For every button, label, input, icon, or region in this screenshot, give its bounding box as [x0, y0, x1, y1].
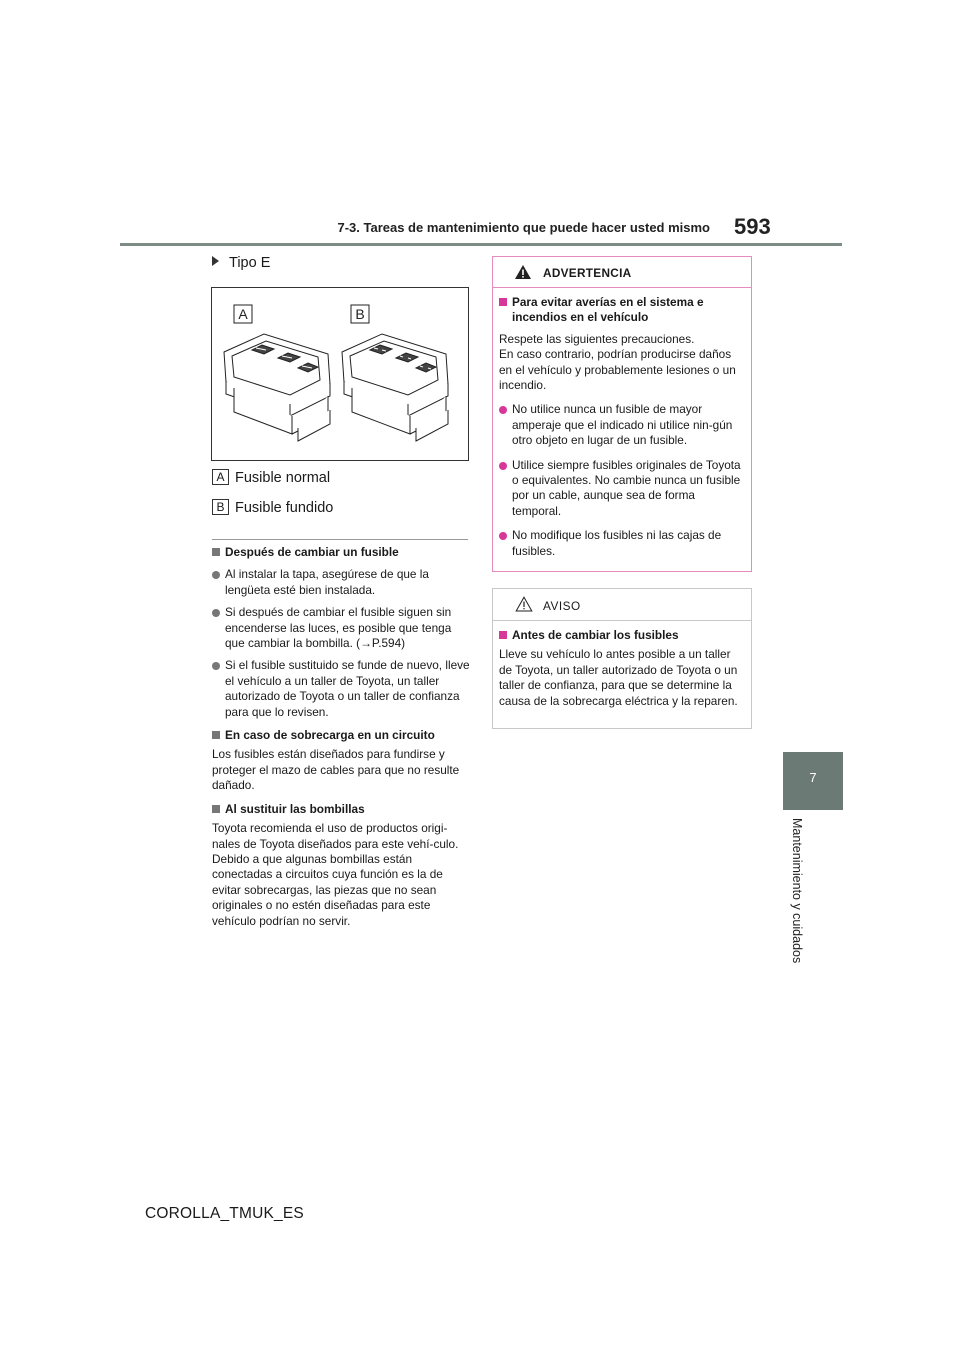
figure-label-b: B: [355, 306, 365, 322]
square-bullet-icon: [212, 731, 220, 739]
bullet-dot-icon: [499, 406, 507, 414]
fuse-illustration: [211, 287, 469, 461]
warning-box: [492, 256, 752, 572]
list-item: [499, 458, 745, 520]
bullet-text: Si el fusible sustituido se funde de nuevo, lleve el vehículo a un taller de Toyota, un taller autorizado de Toyota o un taller de confianza para que lo revisen.: [225, 658, 470, 719]
chapter-label-container: [790, 818, 810, 1018]
legend-key-b: B: [212, 499, 229, 515]
legend-text-b: Fusible fundido: [235, 500, 334, 516]
bulbs-text-1: Toyota recomienda el uso de productos origi-nales de Toyota diseñados para este vehí-culo.: [212, 821, 459, 851]
chapter-label: Mantenimiento y cuidados: [790, 818, 804, 964]
list-item: [499, 402, 745, 448]
fuse-blown-icon: [342, 334, 448, 441]
bullet-text: Si después de cambiar el fusible siguen sin encenderse las luces, es posible que tenga que cambiar la bombilla. (→P.594): [225, 605, 452, 651]
square-bullet-icon: [212, 805, 220, 813]
warning-bullet-text: No modifique los fusibles ni las cajas de fusibles.: [512, 528, 722, 558]
bullet-dot-icon: [499, 462, 507, 470]
list-item: [212, 567, 470, 598]
list-item: [212, 658, 470, 720]
square-bullet-icon: [499, 298, 507, 306]
figure-label-a: A: [238, 306, 248, 322]
bulbs-heading: Al sustituir las bombillas: [212, 802, 470, 817]
warning-heading: Para evitar averías en el sistema e incendios en el vehículo: [499, 295, 745, 326]
legend-item-b: [212, 499, 333, 516]
section-divider: [212, 539, 468, 540]
notice-text: Lleve su vehículo lo antes posible a un taller de Toyota, un taller autorizado de Toyota o un taller de confianza, para que se determine la causa de la sobrecarga eléctrica y la reparen.: [499, 647, 738, 708]
bulbs-text-2: Debido a que algunas bombillas están conectadas a circuitos cuya función es la de evitar sobrecargas, las piezas que no sean originales o no estén diseñadas para este vehículo podrían no servir.: [212, 851, 443, 928]
overload-heading: En caso de sobrecarga en un circuito: [212, 728, 470, 743]
warning-title: ADVERTENCIA: [543, 266, 632, 280]
fuse-type-label: [212, 255, 270, 271]
section-title: 7-3. Tareas de mantenimiento que puede hacer usted mismo: [337, 220, 710, 235]
notice-header: [493, 589, 751, 621]
square-bullet-icon: [499, 631, 507, 639]
page-number: 593: [734, 214, 771, 239]
bullet-dot-icon: [499, 532, 507, 540]
notice-box: [492, 588, 752, 729]
bullet-text: Al instalar la tapa, asegúrese de que la lengüeta esté bien instalada.: [225, 567, 429, 597]
legend-key-a: A: [212, 469, 229, 485]
chapter-number: 7: [809, 770, 817, 785]
square-bullet-icon: [212, 548, 220, 556]
bullet-dot-icon: [212, 609, 220, 617]
fuse-drawing: [212, 288, 468, 460]
arrow-right-icon: [212, 256, 219, 266]
warning-header: [493, 257, 751, 288]
after-change-heading: Después de cambiar un fusible: [212, 545, 470, 560]
after-change-section: [212, 545, 470, 929]
fuse-type-text: Tipo E: [229, 255, 271, 271]
caution-triangle-icon: [515, 596, 533, 612]
bullet-dot-icon: [212, 662, 220, 670]
list-item: [212, 605, 470, 651]
bullet-dot-icon: [212, 571, 220, 579]
warning-triangle-icon: [514, 264, 532, 280]
warning-bullet-text: No utilice nunca un fusible de mayor amperaje que el indicado ni utilice nin-gún otro objeto en lugar de un fusible.: [512, 402, 733, 448]
notice-title: AVISO: [543, 599, 581, 613]
fuse-normal-icon: [224, 334, 330, 441]
warning-intro-2: En caso contrario, podrían producirse daños en el vehículo y probablemente lesiones o un incendio.: [499, 347, 736, 393]
warning-intro-1: Respete las siguientes precauciones.: [499, 331, 695, 346]
legend-item-a: [212, 469, 330, 486]
overload-text: Los fusibles están diseñados para fundirse y proteger el mazo de cables para que no resulte dañado.: [212, 747, 460, 793]
list-item: [499, 528, 745, 559]
legend-text-a: Fusible normal: [235, 470, 331, 486]
header-rule: [120, 243, 842, 246]
notice-heading: Antes de cambiar los fusibles: [499, 628, 745, 643]
document-code: COROLLA_TMUK_ES: [145, 1205, 304, 1222]
warning-bullet-text: Utilice siempre fusibles originales de Toyota o equivalentes. No cambie nunca un fusible por un cable, aunque sea de forma temporal.: [512, 457, 741, 518]
